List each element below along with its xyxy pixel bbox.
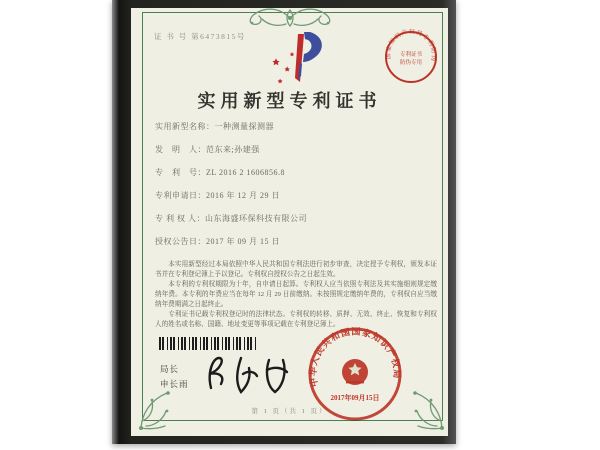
officer-title: 局长 bbox=[160, 364, 180, 374]
corner-seal-arc-text: 国家知识产权局专利防伪 bbox=[385, 29, 437, 63]
page-footer: 第 1 页（共 1 页） bbox=[251, 408, 328, 415]
corner-seal-line1: 专利证书 bbox=[399, 52, 423, 58]
certificate-title: 实用新型专利证书 bbox=[197, 91, 382, 111]
legal-paragraph-3: 专利证书记载专利权登记时的法律状态。专利权的转移、质押、无效、终止、恢复和专利权人的姓名或名称、国籍、地址变更等事项记载在专利登记簿上。 bbox=[155, 311, 437, 328]
legal-text bbox=[155, 260, 437, 330]
field-list bbox=[155, 121, 434, 259]
corner-seal-line2: 防伪专用 bbox=[399, 60, 423, 66]
field-inventor: 发 明 人：范东来;孙建强 bbox=[155, 145, 260, 154]
anti-counterfeit-seal bbox=[383, 29, 439, 85]
sipo-logo bbox=[268, 28, 332, 86]
field-grant-date: 授权公告日：2017 年 09 月 15 日 bbox=[155, 237, 280, 246]
field-patentee: 专 利 权 人：山东海盛环保科技有限公司 bbox=[155, 214, 307, 223]
certificate-number: 证 书 号 第6473815号 bbox=[154, 32, 246, 41]
national-emblem bbox=[342, 359, 368, 385]
certificate-paper bbox=[131, 8, 448, 436]
field-utility-name: 实用新型名称：一种测量探测器 bbox=[155, 122, 274, 131]
legal-paragraph-2: 本专利的专利权期限为十年，自申请日起算。专利权人应当依照专利法及其实施细则规定缴纳年费。本专利的年费应当在每年 12 月 29 日前缴纳。未按照规定缴纳年费的，专利权自应当缴纳年费期满之日起终止。 bbox=[155, 281, 437, 308]
officer-block bbox=[160, 362, 189, 392]
legal-paragraph-1: 本实用新型经过本局依照中华人民共和国专利法进行初步审查，决定授予专利权，颁发本证书并在专利登记簿上予以登记。专利权自授权公告之日起生效。 bbox=[155, 261, 437, 278]
main-seal-arc-text: 中华人民共和国国家知识产权局 bbox=[307, 326, 403, 388]
field-application-date: 专利申请日：2016 年 12 月 29 日 bbox=[155, 191, 280, 200]
logo-stars bbox=[272, 52, 294, 83]
certificate-photo bbox=[112, 0, 456, 444]
officer-name: 申长雨 bbox=[160, 379, 189, 389]
field-patent-number: 专 利 号：ZL 2016 2 1606856.8 bbox=[155, 168, 285, 177]
main-seal-date: 2017年09月15日 bbox=[330, 394, 380, 402]
signature-handwriting bbox=[197, 348, 293, 406]
